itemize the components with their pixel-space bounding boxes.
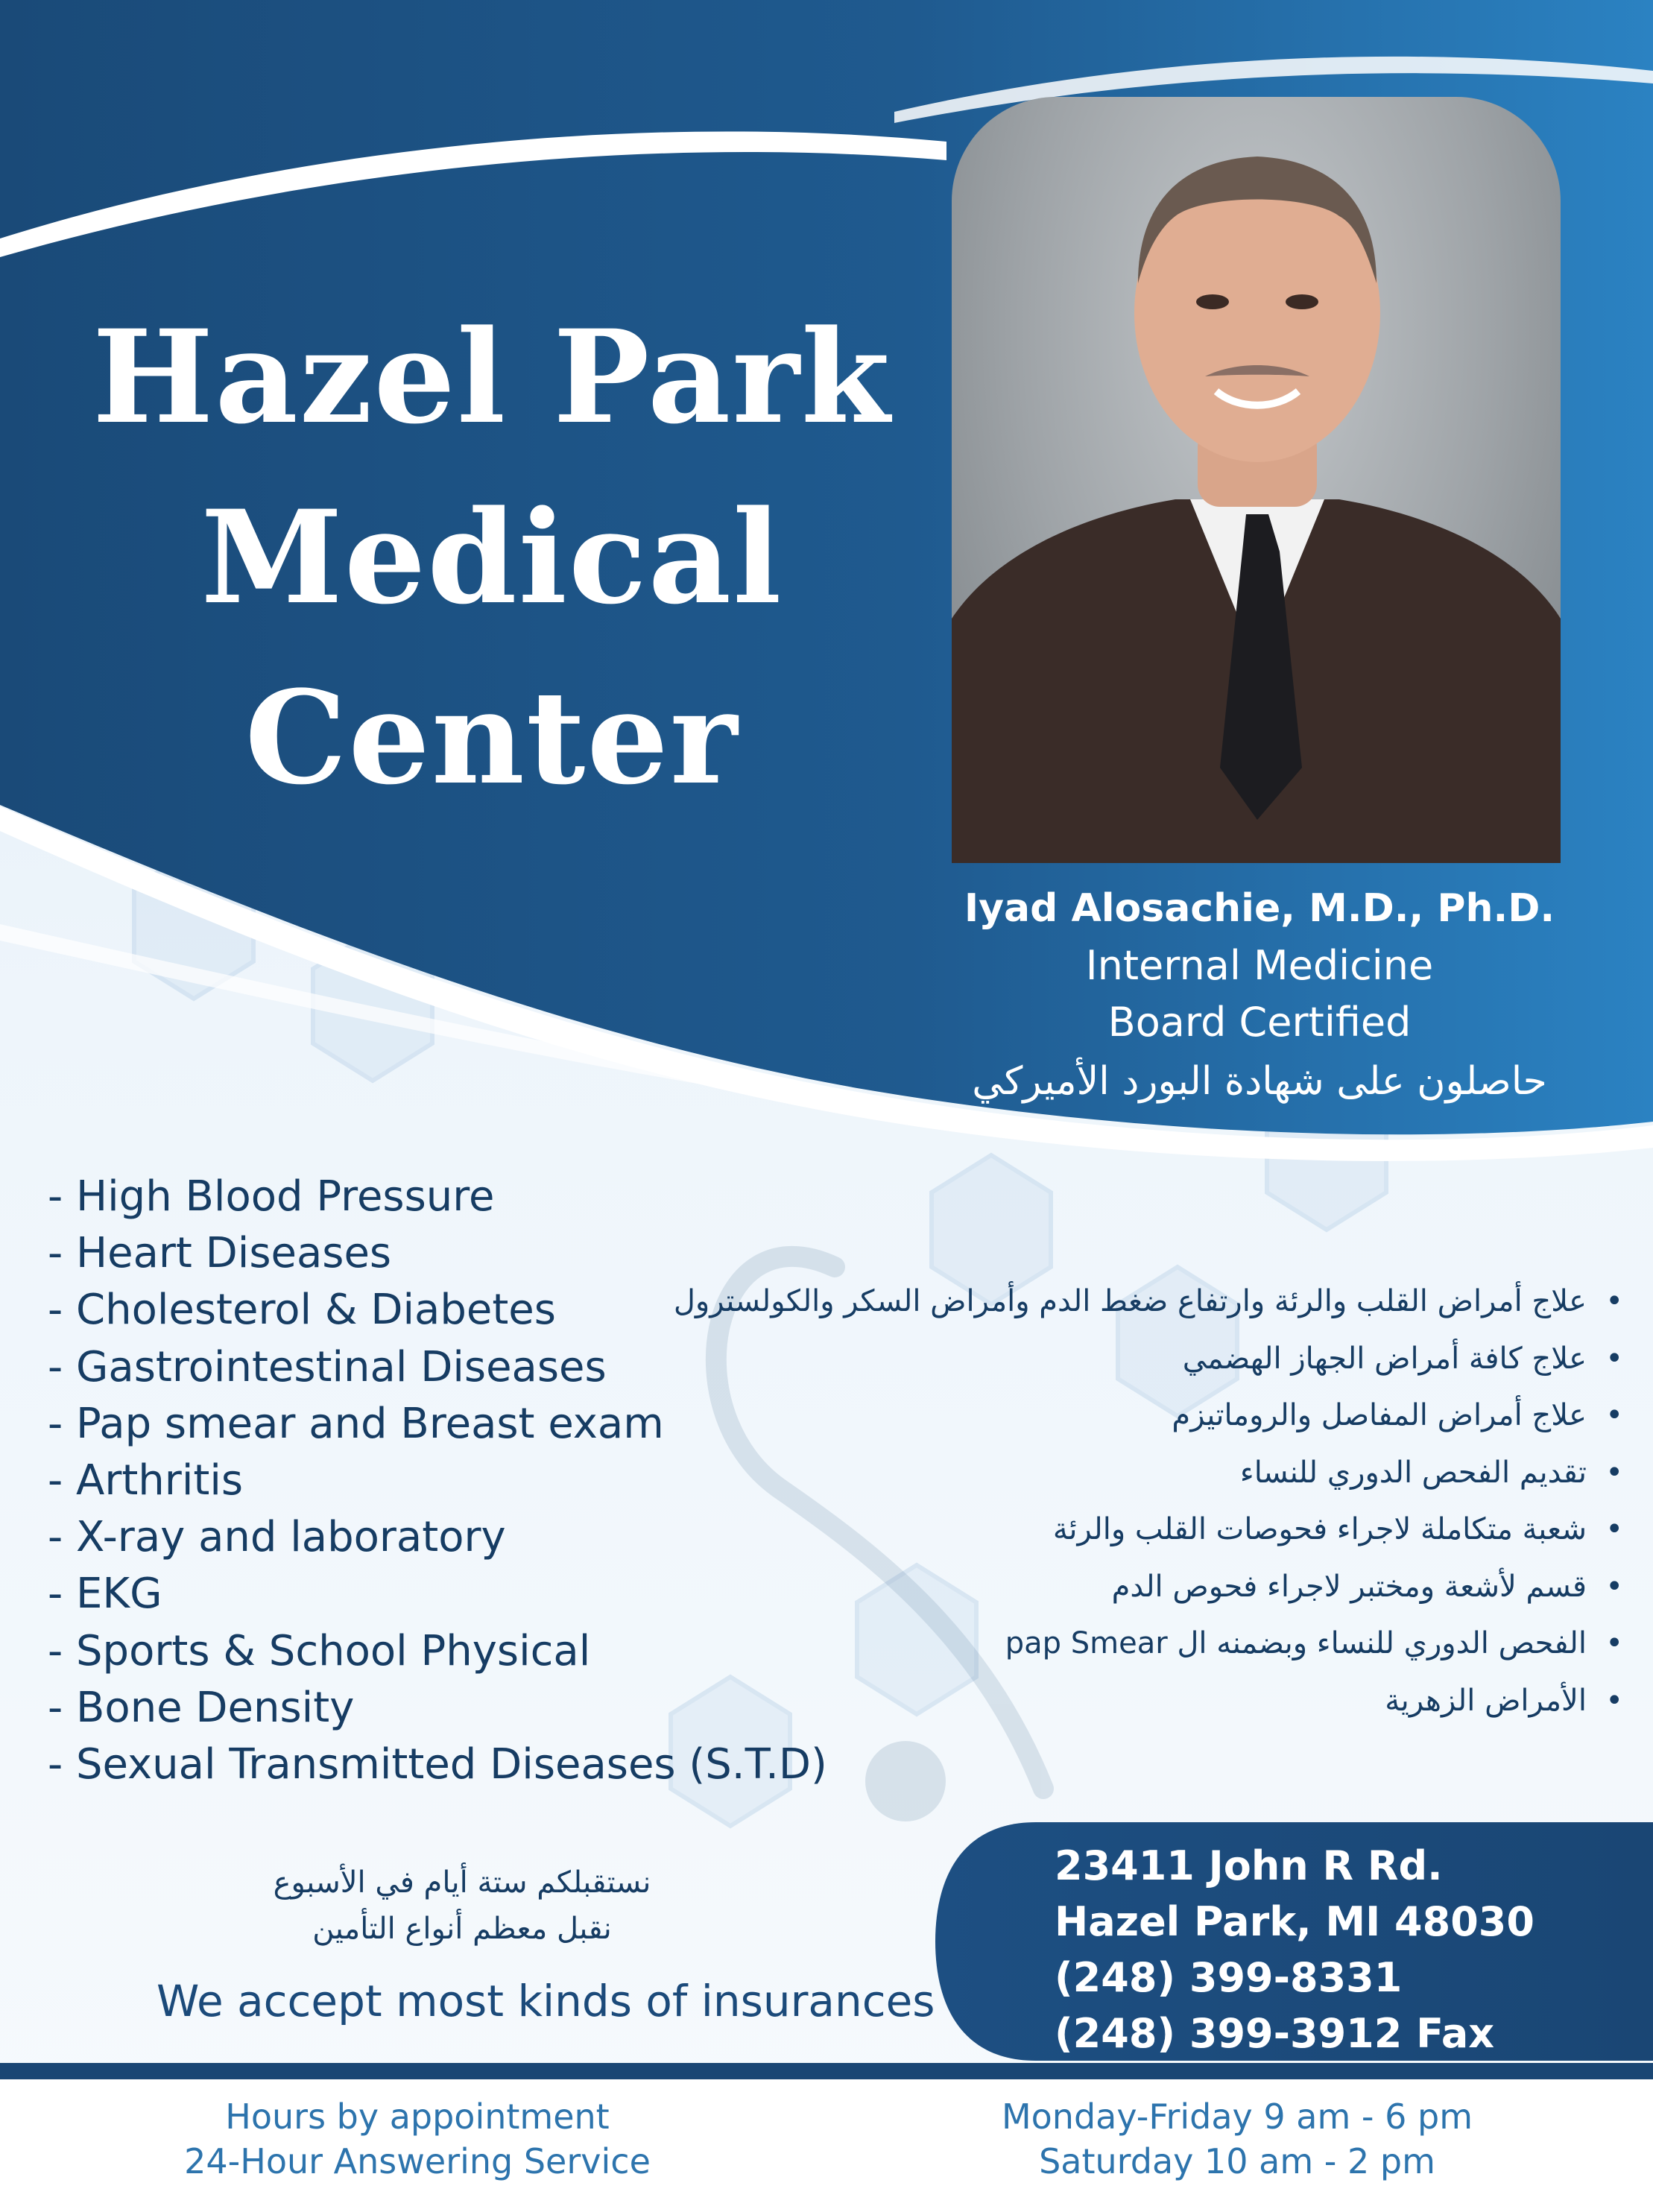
service-item-arabic: • علاج أمراض المفاصل والروماتيزم [863, 1387, 1623, 1444]
service-item-arabic: • الأمراض الزهرية [863, 1672, 1623, 1730]
title-line-3: Center [244, 662, 739, 813]
service-item: - X-ray and laboratory [48, 1513, 506, 1562]
doctor-certification: Board Certified [1107, 999, 1412, 1046]
service-item: - Pap smear and Breast exam [48, 1399, 664, 1448]
center-title [30, 287, 954, 828]
service-item-arabic: • علاج كافة أمراض الجهاز الهضمي [863, 1330, 1623, 1388]
service-item: - Cholesterol & Diabetes [48, 1286, 556, 1335]
address-street: 23411 John R Rd. [1055, 1842, 1443, 1889]
service-item-arabic: • تقديم الفحص الدوري للنساء [863, 1444, 1623, 1502]
welcome-line-2: نقبل معظم أنواع التأمين [312, 1912, 612, 1946]
portrait-illustration [952, 97, 1561, 863]
service-item: - Sports & School Physical [48, 1626, 591, 1675]
service-item: - Heart Diseases [48, 1229, 392, 1278]
doctor-specialty: Internal Medicine [1085, 942, 1434, 989]
service-item: - EKG [48, 1570, 162, 1619]
fax-number: (248) 399-3912 Fax [1055, 2010, 1495, 2057]
footer-answering: 24-Hour Answering Service [184, 2141, 651, 2181]
welcome-line-1: نستقبلكم ستة أيام في الأسبوع [273, 1865, 651, 1900]
doctor-name: Iyad Alosachie, M.D., Ph.D. [964, 886, 1555, 931]
services-list-arabic [673, 1273, 1623, 1729]
welcome-arabic [149, 1859, 775, 1952]
services-list-english [48, 1169, 827, 1793]
service-item: - Bone Density [48, 1683, 355, 1732]
service-item-arabic: • قسم لأشعة ومختبر لاجراء فحوص الدم [863, 1558, 1623, 1616]
phone-number: (248) 399-8331 [1055, 1954, 1403, 2001]
insurance-text: We accept most kinds of insurances [157, 1976, 935, 2026]
doctor-certification-arabic: حاصلون على شهادة البورد الأميركي [972, 1059, 1547, 1104]
title-line-1: Hazel Park [92, 301, 892, 452]
doctor-portrait [952, 97, 1561, 863]
footer-appointment: Hours by appointment [225, 2096, 610, 2137]
service-item: - Arthritis [48, 1456, 244, 1505]
footer-saturday-hours: Saturday 10 am - 2 pm [1039, 2141, 1435, 2181]
footer-weekday-hours: Monday-Friday 9 am - 6 pm [1001, 2096, 1473, 2137]
service-item: - Gastrointestinal Diseases [48, 1342, 607, 1391]
service-item-arabic: • شعبة متكاملة لاجراء فحوصات القلب والرئة [863, 1501, 1623, 1558]
address-city: Hazel Park, MI 48030 [1055, 1898, 1535, 1945]
footer-schedule [932, 2094, 1543, 2184]
footer-hours-info [104, 2094, 730, 2184]
contact-info [1055, 1838, 1535, 2061]
service-item: - Sexual Transmitted Diseases (S.T.D) [48, 1740, 827, 1789]
service-item: - High Blood Pressure [48, 1172, 495, 1221]
title-line-2: Medical [200, 481, 783, 633]
doctor-info [887, 879, 1632, 1112]
service-item-arabic: • علاج أمراض القلب والرئة وارتفاع ضغط الدم وأمراض السكر والكولسترول [863, 1273, 1623, 1330]
service-item-arabic: • الفحص الدوري للنساء وبضمنه ال pap Smear [863, 1615, 1623, 1672]
